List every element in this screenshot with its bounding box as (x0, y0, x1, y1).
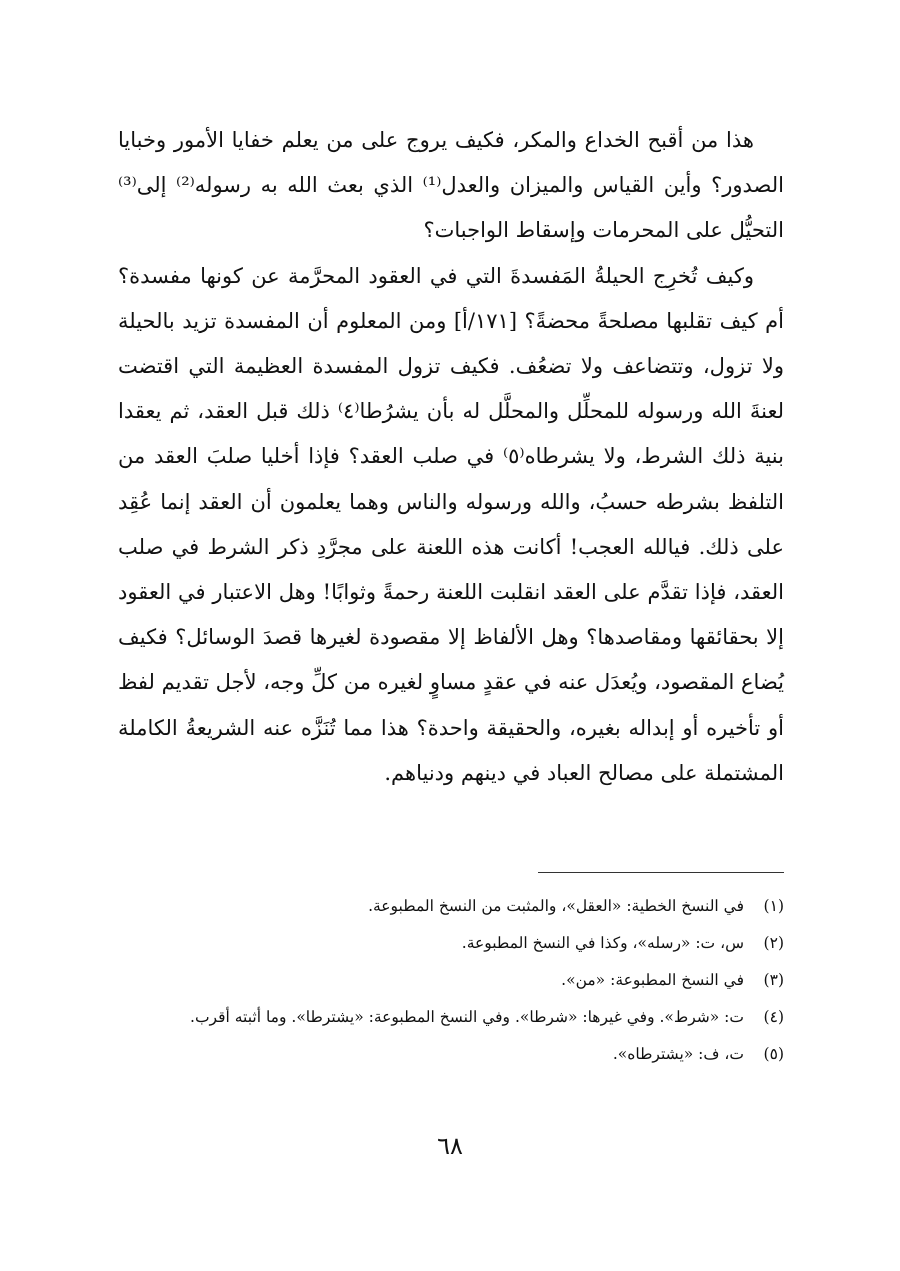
paragraph-2: وكيف تُخرِج الحيلةُ المَفسدةَ التي في العقود المحرَّمة عن كونها مفسدة؟ أم كيف تقلبها مصلحةً محضةً؟ [١٧١/أ] ومن المعلوم أن المفسدة تزيد بالحيلة ولا تزول، وتتضاعف ولا تضعُف. فكيف تزول المفسدة العظيمة التي اقتضت لعنةَ الله ورسوله للمحلِّل والمحلَّل له بأن يشرُطا⁽٤⁾ ذلك قبل العقد، ثم يعقدا بنية ذلك الشرط، ولا يشرطاه⁽٥⁾ في صلب العقد؟ فإذا أخليا صلبَ العقد من التلفظ بشرطه حسبُ، والله ورسوله والناس وهما يعلمون أن العقد إنما عُقِد على ذلك. فيالله العجب! أكانت هذه اللعنة على مجرَّدِ ذكر الشرط في صلب العقد، فإذا تقدَّم على العقد انقلبت اللعنة رحمةً وثوابًا! وهل الاعتبار في العقود إلا بحقائقها ومقاصدها؟ وهل الألفاظ إلا مقصودة لغيرها قصدَ الوسائل؟ فكيف يُضاع المقصود، ويُعدَل عنه في عقدٍ مساوٍ لغيره من كلِّ وجه، لأجل تقديم لفظ أو تأخيره أو إبداله بغيره، والحقيقة واحدة؟ هذا مما تُنَزَّه عنه الشريعةُ الكاملة المشتملة على مصالح العباد في دينهم ودنياهم. (118, 263, 784, 785)
footnote (118, 999, 784, 1036)
footnote (118, 925, 784, 962)
footnotes (118, 888, 784, 1073)
footnote-text: س، ت: «رسله»، وكذا في النسخ المطبوعة. (461, 934, 744, 952)
main-text (118, 118, 784, 796)
footnote-number: (٥) (763, 1045, 784, 1063)
footnote (118, 888, 784, 925)
page-number: ٦٨ (437, 1132, 463, 1160)
footnote-number: (٣) (763, 971, 784, 989)
footnote-text: في النسخ المطبوعة: «من». (561, 971, 744, 989)
footnote-text: ت: «شرط». وفي غيرها: «شرطا». وفي النسخ المطبوعة: «يشترطا». وما أثبته أقرب. (190, 1008, 744, 1026)
footnote-number: (١) (763, 897, 784, 915)
footnote-text: في النسخ الخطية: «العقل»، والمثبت من النسخ المطبوعة. (368, 897, 744, 915)
footnote-number: (٤) (763, 1008, 784, 1026)
paragraph-1: هذا من أقبح الخداع والمكر، فكيف يروج على من يعلم خفايا الأمور وخبايا الصدور؟ وأين القياس والميزان والعدل⁽¹⁾ الذي بعث الله به رسوله⁽²⁾ إلى⁽³⁾ التحيُّل على المحرمات وإسقاط الواجبات؟ (118, 128, 784, 243)
footnote (118, 962, 784, 999)
footnote-separator (538, 872, 784, 873)
footnote-number: (٢) (763, 934, 784, 952)
footnote (118, 1036, 784, 1073)
footnote-text: ت، ف: «يشترطاه». (612, 1045, 744, 1063)
